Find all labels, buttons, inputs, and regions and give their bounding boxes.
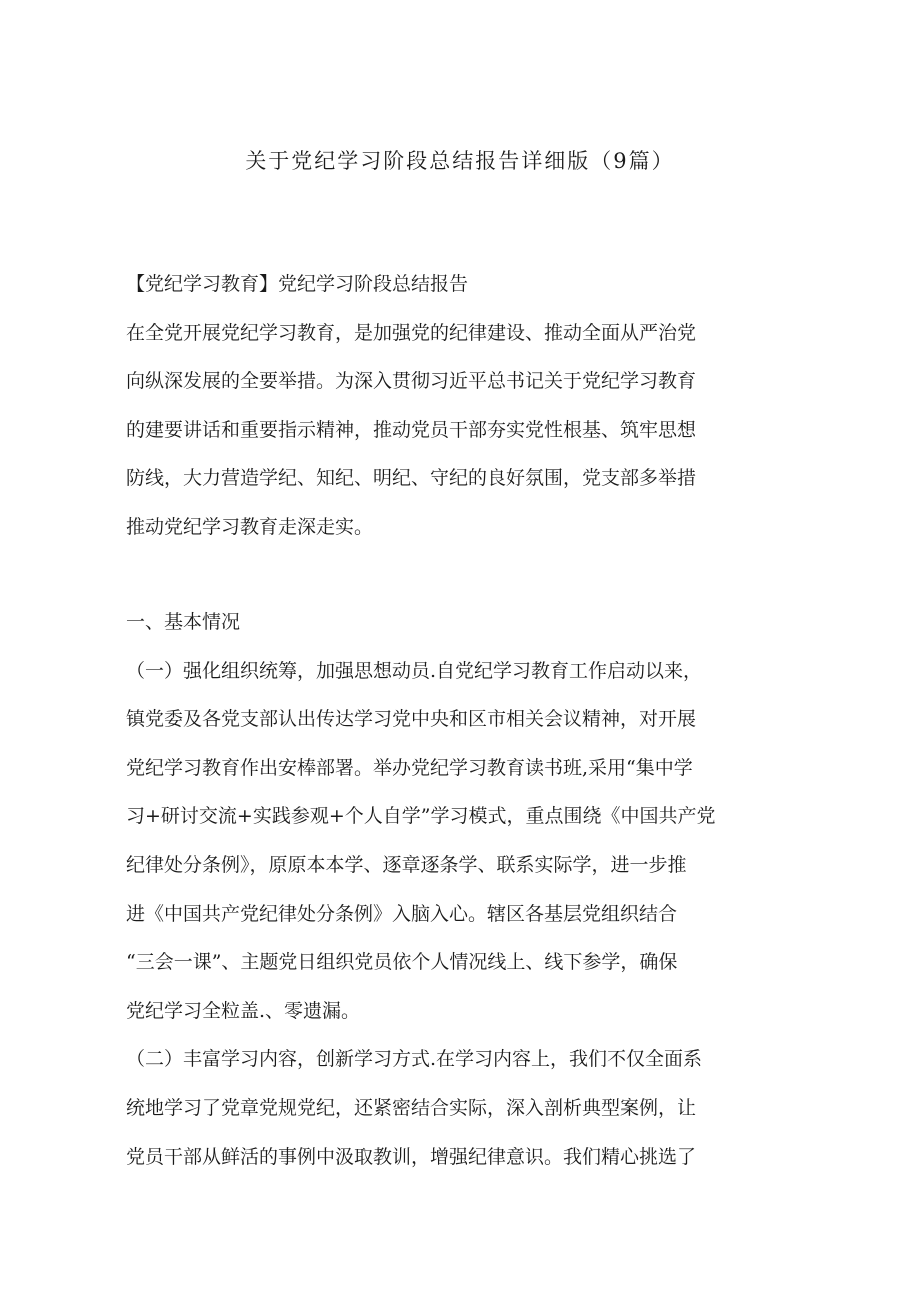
paragraph-line: 在全党开展党纪学习教育，是加强党的纪律建设、推动全面从严治党 (126, 321, 697, 344)
document-title: 关于党纪学习阶段总结报告详细版（9篇） (245, 149, 675, 173)
intro-heading: 【党纪学习教育】党纪学习阶段总结报告 (126, 273, 469, 295)
body-section (126, 598, 766, 1181)
paragraph-line: 纪律处分条例》，原原本本学、逐章逐条学、联系实际学，进一步推 (126, 853, 687, 876)
paragraph-line: 防线，大力营造学纪、知纪、明纪、守纪的良好氛围，党支部多举措 (126, 467, 697, 490)
paragraph-line: 进《中国共产党纪律处分条例》入脑入心。辖区各基层党组织结合 (126, 902, 678, 925)
paragraph-line: 党员干部从鲜活的事例中汲取教训，增强纪律意识。我们精心挑选了 (126, 1145, 697, 1168)
paragraph-line: 的建要讲话和重要指示精神，推动党员干部夯实党性根基、筑牢思想 (126, 418, 697, 441)
paragraph-line: 镇党委及各党支部认出传达学习党中央和区市相关会议精神，对开展 (126, 708, 697, 731)
paragraph-line: “三会一课”、主题党日组织党员依个人情况线上、线下参学，确保 (126, 951, 678, 974)
section-heading: 一、基本情况 (126, 611, 241, 633)
intro-section (126, 260, 766, 552)
paragraph-line: （一）强化组织统筹，加强思想动员.自党纪学习教育工作启动以来， (126, 659, 703, 682)
paragraph-line: 党纪学习教育作出安棒部署。举办党纪学习教育读书班,采用“集中学 (126, 756, 693, 779)
paragraph-line: 习+研讨交流+实践参观+个人自学”学习模式，重点围绕《中国共产党 (126, 805, 716, 828)
paragraph-line: 向纵深发展的全要举措。为深入贯彻习近平总书记关于党纪学习教育 (126, 370, 697, 393)
paragraph-line: 统地学习了党章党规党纪，还紧密结合实际，深入剖析典型案例，让 (126, 1096, 697, 1119)
paragraph-line: 推动党纪学习教育走深走实。 (126, 515, 374, 538)
paragraph-line: （二）丰富学习内容，创新学习方式.在学习内容上，我们不仅全面系 (126, 1048, 703, 1071)
paragraph-line: 党纪学习全粒盖.、零遗漏。 (126, 999, 361, 1022)
